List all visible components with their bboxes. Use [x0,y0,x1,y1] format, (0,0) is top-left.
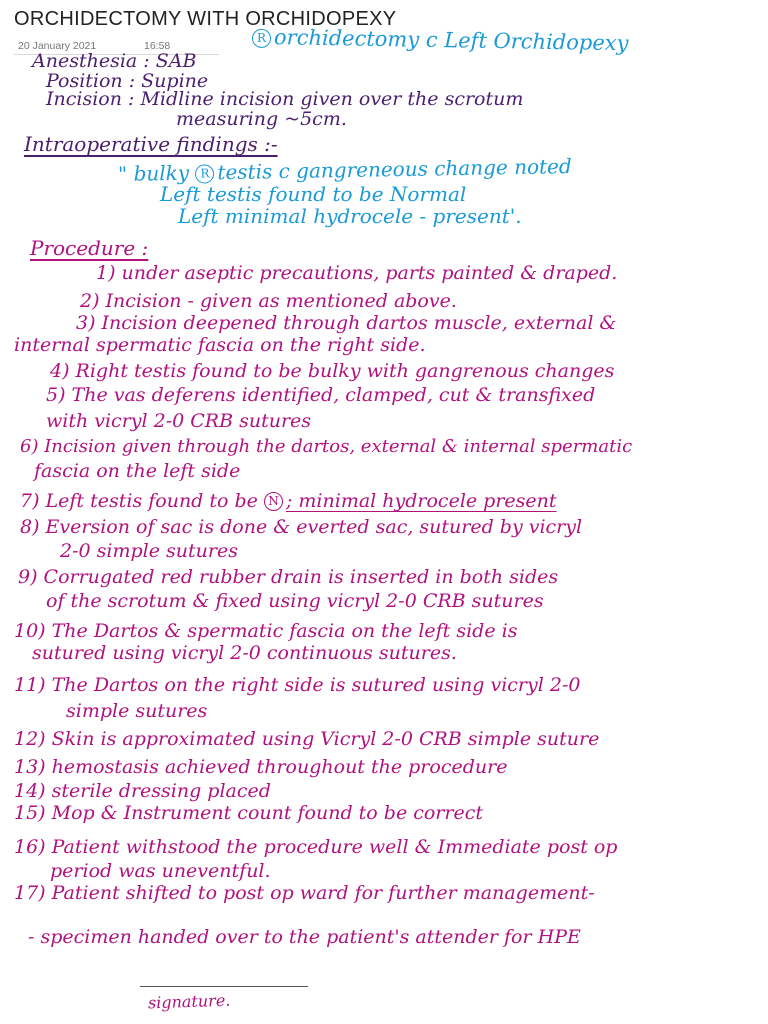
note-date: 20 January 2021 [18,40,97,52]
procedure-step-15: 15) Mop & Instrument count found to be correct [14,802,483,824]
findings-line-2: Left testis found to be Normal [160,182,467,206]
circled-n-marker: N [264,492,283,511]
procedure-step-12: 12) Skin is approximated using Vicryl 2-0 CRB simple suture [14,728,600,750]
header-note-text: orchidectomy c Left Orchidopexy [273,25,629,56]
procedure-step-14: 14) sterile dressing placed [14,780,271,802]
procedure-step-3: 3) Incision deepened through dartos muscle, external & [76,312,617,334]
procedure-step-3-cont: internal spermatic fascia on the right side. [14,334,426,356]
signature-label: signature. [147,990,231,1013]
procedure-step-1: 1) under aseptic precautions, parts painted & draped. [96,262,618,284]
procedure-step-10: 10) The Dartos & spermatic fascia on the left side is [14,620,518,642]
findings-line-3: Left minimal hydrocele - present'. [178,204,522,228]
position-line: Position : Supine [46,70,209,92]
anesthesia-line: Anesthesia : SAB [32,50,197,72]
findings-heading: Intraoperative findings :- [24,132,278,156]
circled-r-marker: R [252,29,271,48]
procedure-step-17: 17) Patient shifted to post op ward for further management- [14,882,595,904]
procedure-step-7: 7) Left testis found to be N ; minimal hydrocele present [20,490,557,512]
specimen-note: - specimen handed over to the patient's attender for HPE [28,926,581,948]
procedure-step-6-cont: fascia on the left side [34,460,241,482]
procedure-step-4: 4) Right testis found to be bulky with gangrenous changes [50,360,615,382]
procedure-step-11-cont: simple sutures [66,700,208,722]
procedure-step-5-cont: with vicryl 2-0 CRB sutures [46,410,312,432]
header-note [252,27,629,55]
procedure-step-9: 9) Corrugated red rubber drain is inserted in both sides [18,566,559,588]
procedure-step-8: 8) Eversion of sac is done & everted sac, sutured by vicryl [20,516,583,538]
note-time: 16:58 [144,40,171,52]
procedure-step-16: 16) Patient withstood the procedure well & Immediate post op [14,836,618,858]
procedure-step-9-cont: of the scrotum & fixed using vicryl 2-0 CRB sutures [46,590,544,612]
procedure-step-6: 6) Incision given through the dartos, external & internal spermatic [20,436,633,457]
circled-r-marker: R [195,164,214,183]
findings-line-1: " bulky R testis c gangreneous change noted [117,154,572,186]
procedure-step-16-cont: period was uneventful. [50,860,271,882]
procedure-step-11: 11) The Dartos on the right side is sutured using vicryl 2-0 [14,674,581,696]
procedure-step-8-cont: 2-0 simple sutures [60,540,238,562]
signature-line [140,986,308,987]
procedure-step-5: 5) The vas deferens identified, clamped, cut & transfixed [46,384,596,406]
procedure-heading: Procedure : [30,236,149,260]
incision-line: Incision : Midline incision given over the scrotum [46,88,524,110]
procedure-step-10-cont: sutured using vicryl 2-0 continuous sutures. [32,642,457,664]
incision-line-2: measuring ~5cm. [176,108,347,130]
procedure-step-2: 2) Incision - given as mentioned above. [80,290,457,312]
page-title: ORCHIDECTOMY WITH ORCHIDOPEXY [14,8,397,30]
procedure-step-13: 13) hemostasis achieved throughout the procedure [14,756,508,778]
